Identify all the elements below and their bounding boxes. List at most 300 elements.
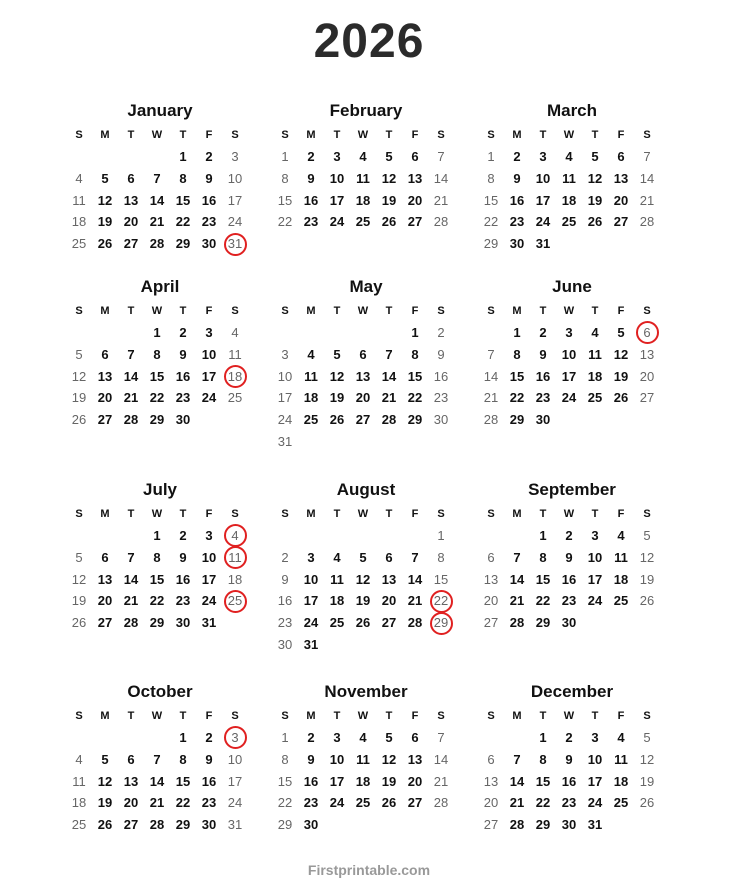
day-cell: 3 <box>307 549 315 565</box>
weekday-label: M <box>100 710 110 722</box>
day-cell: 28 <box>381 412 397 428</box>
day-cell: 24 <box>587 795 603 811</box>
day-cell: 16 <box>175 571 191 587</box>
day-cell: 15 <box>149 368 165 384</box>
day-cell: 6 <box>617 149 625 164</box>
weekday-label: M <box>306 305 316 317</box>
weekday-label: M <box>100 305 110 317</box>
day-cell: 26 <box>381 214 397 230</box>
day-cell: 22 <box>407 390 423 406</box>
day-cell: 3 <box>591 730 599 745</box>
day-cell: 3 <box>231 149 239 164</box>
weekday-label: S <box>437 305 445 317</box>
weekday-header <box>66 705 250 727</box>
weekday-label: M <box>512 710 522 722</box>
day-cell: 31 <box>535 236 551 252</box>
day-cell: 2 <box>179 325 187 340</box>
day-cell: 5 <box>617 325 625 340</box>
day-cell: 21 <box>483 390 499 406</box>
weekday-label: M <box>512 508 522 520</box>
day-cell: 4 <box>617 730 625 745</box>
day-cell: 21 <box>509 795 525 811</box>
day-cell: 31 <box>587 817 603 833</box>
day-cell: 23 <box>303 795 319 811</box>
day-cell: 29 <box>535 817 551 833</box>
weekday-label: S <box>487 710 495 722</box>
day-cell: 6 <box>487 751 495 767</box>
day-grid <box>66 525 250 634</box>
empty-cell <box>272 525 298 547</box>
day-cell: 2 <box>179 528 187 543</box>
day-cell: 4 <box>359 730 367 745</box>
day-cell: 16 <box>303 192 319 208</box>
weekday-label: S <box>281 129 289 141</box>
day-grid <box>478 727 662 836</box>
day-cell: 23 <box>535 390 551 406</box>
weekday-label: F <box>617 129 625 141</box>
day-cell: 9 <box>539 346 547 362</box>
weekday-header <box>272 705 456 727</box>
day-cell: 18 <box>227 571 243 587</box>
weekday-header <box>272 124 456 146</box>
day-cell: 18 <box>613 773 629 789</box>
day-cell: 9 <box>281 571 289 587</box>
day-cell: 17 <box>587 571 603 587</box>
day-cell: 30 <box>509 236 525 252</box>
day-cell: 27 <box>613 214 629 230</box>
day-cell: 22 <box>175 795 191 811</box>
weekday-label: T <box>591 710 599 722</box>
day-cell: 2 <box>205 149 213 164</box>
weekday-label: M <box>512 305 522 317</box>
empty-cell <box>376 322 402 344</box>
day-cell: 9 <box>565 549 573 565</box>
day-grid <box>66 146 250 255</box>
day-cell: 17 <box>329 192 345 208</box>
day-cell: 18 <box>329 593 345 609</box>
month-april <box>64 274 250 477</box>
day-cell: 10 <box>535 170 551 186</box>
day-cell: 20 <box>407 192 423 208</box>
day-cell: 26 <box>613 390 629 406</box>
day-cell: 10 <box>277 368 293 384</box>
empty-cell <box>144 146 170 168</box>
day-cell: 15 <box>277 773 293 789</box>
day-cell-highlighted: 11 <box>222 547 248 569</box>
day-cell: 12 <box>97 192 113 208</box>
weekday-label: S <box>75 305 83 317</box>
month-name: February <box>329 101 403 120</box>
day-cell: 3 <box>281 346 289 362</box>
day-cell: 10 <box>329 170 345 186</box>
day-cell: 12 <box>381 751 397 767</box>
day-cell: 17 <box>201 368 217 384</box>
weekday-label: S <box>437 129 445 141</box>
day-cell: 30 <box>175 615 191 631</box>
month-november <box>270 679 456 869</box>
day-cell: 16 <box>535 368 551 384</box>
day-cell: 19 <box>639 571 655 587</box>
day-cell: 3 <box>539 149 547 164</box>
day-cell: 10 <box>227 170 243 186</box>
day-cell: 10 <box>587 751 603 767</box>
day-cell: 17 <box>303 593 319 609</box>
weekday-label: S <box>75 508 83 520</box>
weekday-label: S <box>643 710 651 722</box>
weekday-label: S <box>75 710 83 722</box>
day-cell: 2 <box>437 325 445 340</box>
month-name: January <box>127 101 193 120</box>
day-cell: 12 <box>613 346 629 362</box>
day-cell: 16 <box>433 368 449 384</box>
month-january <box>64 98 250 274</box>
day-cell: 31 <box>201 615 217 631</box>
day-cell: 25 <box>227 390 243 406</box>
day-cell: 9 <box>179 346 187 362</box>
day-cell: 20 <box>97 593 113 609</box>
day-cell: 30 <box>561 615 577 631</box>
day-cell: 20 <box>407 773 423 789</box>
day-cell: 25 <box>613 795 629 811</box>
weekday-label: T <box>333 305 341 317</box>
day-cell: 17 <box>227 192 243 208</box>
day-cell: 2 <box>565 528 573 543</box>
day-cell: 13 <box>123 192 139 208</box>
day-cell: 14 <box>381 368 397 384</box>
day-cell: 8 <box>153 549 161 565</box>
day-cell: 12 <box>71 368 87 384</box>
day-cell: 26 <box>381 795 397 811</box>
day-cell: 8 <box>411 346 419 362</box>
weekday-label: F <box>411 305 419 317</box>
weekday-label: T <box>539 305 547 317</box>
day-cell: 8 <box>487 170 495 186</box>
day-cell: 21 <box>509 593 525 609</box>
day-cell: 27 <box>407 214 423 230</box>
day-cell: 27 <box>123 236 139 252</box>
day-cell: 27 <box>483 817 499 833</box>
day-cell: 24 <box>303 615 319 631</box>
day-cell: 11 <box>614 751 628 767</box>
day-cell: 27 <box>97 615 113 631</box>
day-cell: 1 <box>513 325 521 340</box>
empty-cell <box>298 525 324 547</box>
day-cell: 15 <box>175 192 191 208</box>
day-cell: 12 <box>639 549 655 565</box>
day-grid <box>66 322 250 431</box>
day-cell: 7 <box>437 730 445 745</box>
day-cell: 6 <box>385 549 393 565</box>
day-cell: 12 <box>71 571 87 587</box>
weekday-label: W <box>563 305 575 317</box>
empty-cell <box>402 525 428 547</box>
day-grid <box>478 525 662 634</box>
day-cell: 15 <box>509 368 525 384</box>
day-cell: 29 <box>149 615 165 631</box>
day-cell: 21 <box>433 773 449 789</box>
weekday-label: S <box>231 710 239 722</box>
day-cell: 25 <box>71 817 87 833</box>
day-cell: 19 <box>97 795 113 811</box>
day-cell: 13 <box>613 170 629 186</box>
empty-cell <box>504 525 530 547</box>
day-cell: 26 <box>587 214 603 230</box>
day-cell-highlighted: 22 <box>428 590 454 612</box>
day-cell: 7 <box>127 346 135 362</box>
day-grid <box>272 322 456 453</box>
day-cell: 15 <box>149 571 165 587</box>
day-cell: 10 <box>201 346 217 362</box>
empty-cell <box>350 525 376 547</box>
day-cell: 2 <box>307 149 315 164</box>
day-cell: 28 <box>149 817 165 833</box>
weekday-label: T <box>539 710 547 722</box>
day-cell: 7 <box>411 549 419 565</box>
day-cell: 10 <box>329 751 345 767</box>
weekday-label: T <box>385 129 393 141</box>
day-cell: 4 <box>359 149 367 164</box>
weekday-label: F <box>411 508 419 520</box>
day-cell: 21 <box>381 390 397 406</box>
day-cell: 10 <box>587 549 603 565</box>
day-cell: 16 <box>561 773 577 789</box>
day-cell: 21 <box>433 192 449 208</box>
day-cell: 5 <box>591 149 599 164</box>
day-cell: 18 <box>355 192 371 208</box>
day-cell: 14 <box>509 571 525 587</box>
year-title: 2026 <box>313 15 425 68</box>
day-cell: 8 <box>179 170 187 186</box>
day-cell: 29 <box>175 236 191 252</box>
day-cell: 23 <box>561 795 577 811</box>
day-cell: 23 <box>303 214 319 230</box>
day-cell: 23 <box>561 593 577 609</box>
day-cell: 26 <box>97 236 113 252</box>
weekday-label: S <box>281 710 289 722</box>
weekday-label: S <box>281 508 289 520</box>
day-cell: 12 <box>97 773 113 789</box>
day-cell: 5 <box>101 751 109 767</box>
weekday-label: T <box>385 710 393 722</box>
day-cell: 29 <box>483 236 499 252</box>
day-cell: 24 <box>329 214 345 230</box>
day-cell: 25 <box>303 412 319 428</box>
weekday-label: M <box>512 129 522 141</box>
day-cell: 28 <box>123 615 139 631</box>
day-cell: 29 <box>535 615 551 631</box>
weekday-label: F <box>617 710 625 722</box>
day-cell: 5 <box>75 346 83 362</box>
day-cell: 21 <box>123 390 139 406</box>
day-cell: 6 <box>411 730 419 745</box>
day-cell: 27 <box>123 817 139 833</box>
day-cell: 25 <box>329 615 345 631</box>
day-cell: 15 <box>433 571 449 587</box>
weekday-label: T <box>127 508 135 520</box>
day-cell: 5 <box>75 549 83 565</box>
weekday-label: W <box>563 129 575 141</box>
weekday-label: T <box>539 129 547 141</box>
day-cell: 11 <box>330 571 344 587</box>
empty-cell <box>272 322 298 344</box>
month-name: August <box>336 480 396 499</box>
weekday-header <box>272 503 456 525</box>
weekday-label: T <box>385 508 393 520</box>
day-cell: 11 <box>304 368 318 384</box>
day-cell: 22 <box>149 390 165 406</box>
day-cell: 1 <box>437 528 445 543</box>
weekday-label: T <box>333 129 341 141</box>
day-cell: 18 <box>587 368 603 384</box>
day-cell: 6 <box>487 549 495 565</box>
day-cell: 12 <box>639 751 655 767</box>
day-cell: 7 <box>643 149 651 164</box>
day-cell: 14 <box>149 192 165 208</box>
day-cell: 16 <box>201 773 217 789</box>
empty-cell <box>324 322 350 344</box>
day-cell: 23 <box>201 795 217 811</box>
day-cell: 8 <box>281 170 289 186</box>
day-cell-highlighted: 18 <box>222 366 248 388</box>
day-cell: 19 <box>587 192 603 208</box>
day-cell: 4 <box>75 170 83 186</box>
day-cell: 26 <box>639 795 655 811</box>
day-cell: 19 <box>639 773 655 789</box>
day-cell: 7 <box>153 170 161 186</box>
weekday-label: T <box>179 305 187 317</box>
day-cell: 8 <box>513 346 521 362</box>
day-cell: 26 <box>355 615 371 631</box>
weekday-label: S <box>437 508 445 520</box>
day-cell: 21 <box>407 593 423 609</box>
day-cell: 13 <box>97 571 113 587</box>
empty-cell <box>92 322 118 344</box>
month-february <box>270 98 456 274</box>
day-cell: 26 <box>639 593 655 609</box>
day-cell: 8 <box>179 751 187 767</box>
day-cell: 17 <box>227 773 243 789</box>
weekday-label: S <box>643 129 651 141</box>
empty-cell <box>118 322 144 344</box>
day-cell: 5 <box>333 346 341 362</box>
day-cell: 11 <box>72 773 86 789</box>
day-cell: 13 <box>483 571 499 587</box>
day-cell: 10 <box>227 751 243 767</box>
day-cell: 1 <box>281 730 289 745</box>
weekday-label: F <box>205 305 213 317</box>
day-cell: 16 <box>175 368 191 384</box>
weekday-label: M <box>306 129 316 141</box>
day-cell: 1 <box>281 149 289 164</box>
day-cell: 24 <box>329 795 345 811</box>
day-cell: 9 <box>205 170 213 186</box>
month-name: July <box>142 480 178 499</box>
weekday-label: W <box>357 710 369 722</box>
day-cell: 31 <box>227 817 243 833</box>
empty-cell <box>92 525 118 547</box>
day-cell: 25 <box>355 214 371 230</box>
day-cell: 10 <box>201 549 217 565</box>
day-cell: 17 <box>535 192 551 208</box>
day-cell: 8 <box>437 549 445 565</box>
weekday-label: M <box>306 710 316 722</box>
day-cell: 22 <box>509 390 525 406</box>
day-cell: 24 <box>227 214 243 230</box>
day-cell: 28 <box>509 817 525 833</box>
day-cell: 25 <box>613 593 629 609</box>
month-october <box>64 679 250 869</box>
day-cell: 9 <box>205 751 213 767</box>
weekday-label: F <box>205 129 213 141</box>
empty-cell <box>298 322 324 344</box>
weekday-label: W <box>357 129 369 141</box>
day-cell: 25 <box>355 795 371 811</box>
day-cell: 2 <box>539 325 547 340</box>
day-cell: 7 <box>437 149 445 164</box>
day-cell: 14 <box>407 571 423 587</box>
empty-cell <box>144 727 170 749</box>
month-name: December <box>530 682 614 701</box>
day-grid <box>478 146 662 255</box>
weekday-label: T <box>385 305 393 317</box>
day-cell: 6 <box>359 346 367 362</box>
day-cell: 13 <box>407 170 423 186</box>
day-cell: 4 <box>591 325 599 340</box>
day-cell: 20 <box>123 214 139 230</box>
day-cell: 9 <box>565 751 573 767</box>
day-cell: 18 <box>71 214 87 230</box>
day-cell: 13 <box>97 368 113 384</box>
day-cell: 14 <box>149 773 165 789</box>
day-cell: 28 <box>483 412 499 428</box>
weekday-label: W <box>151 710 163 722</box>
day-cell: 20 <box>381 593 397 609</box>
day-cell: 13 <box>407 751 423 767</box>
weekday-label: W <box>357 508 369 520</box>
day-cell: 5 <box>385 149 393 164</box>
weekday-label: T <box>539 508 547 520</box>
weekday-label: S <box>281 305 289 317</box>
day-cell: 30 <box>201 236 217 252</box>
day-cell: 20 <box>483 795 499 811</box>
empty-cell <box>118 727 144 749</box>
weekday-header <box>478 300 662 322</box>
weekday-label: S <box>487 129 495 141</box>
day-cell: 12 <box>355 571 371 587</box>
day-cell: 23 <box>175 390 191 406</box>
day-cell: 6 <box>127 751 135 767</box>
day-cell: 11 <box>588 346 602 362</box>
day-cell: 19 <box>355 593 371 609</box>
empty-cell <box>118 525 144 547</box>
weekday-label: S <box>231 129 239 141</box>
day-cell: 6 <box>101 346 109 362</box>
day-cell: 14 <box>483 368 499 384</box>
empty-cell <box>478 525 504 547</box>
day-cell: 1 <box>153 325 161 340</box>
weekday-label: T <box>179 710 187 722</box>
calendar-grid <box>64 98 684 869</box>
day-cell: 12 <box>329 368 345 384</box>
day-cell: 23 <box>277 615 293 631</box>
day-cell: 31 <box>303 636 319 652</box>
month-august <box>270 477 456 679</box>
day-cell: 28 <box>149 236 165 252</box>
month-july <box>64 477 250 679</box>
day-cell: 24 <box>201 593 217 609</box>
day-cell: 28 <box>123 412 139 428</box>
empty-cell <box>66 146 92 168</box>
